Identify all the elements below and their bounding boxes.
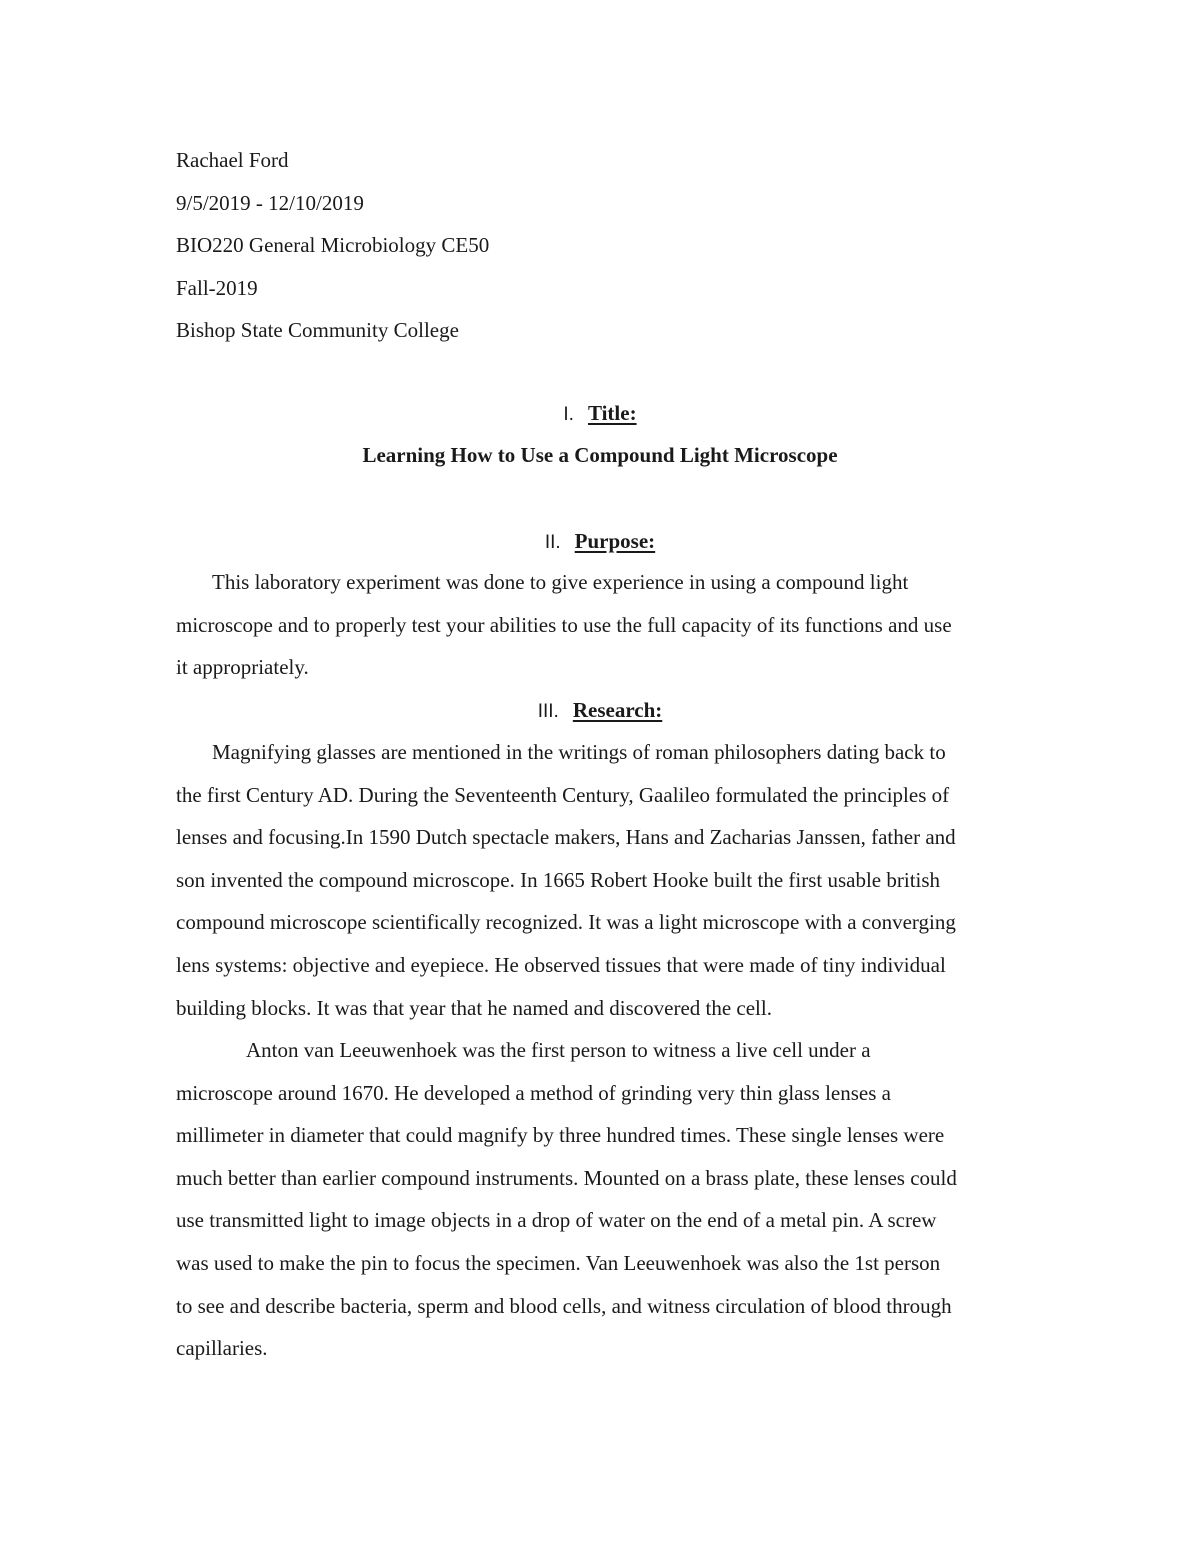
paragraph-line: microscope and to properly test your abilities to use the full capacity of its functions and use [176, 612, 952, 637]
research-paragraph-1 [176, 731, 1056, 1029]
paragraph-line: use transmitted light to image objects in a drop of water on the end of a metal pin. A screw [176, 1208, 937, 1233]
section-label: Research: [572, 698, 663, 722]
paragraph-line: This laboratory experiment was done to give experience in using a compound light [212, 570, 909, 594]
paragraph-line: much better than earlier compound instruments. Mounted on a brass plate, these lenses could [176, 1165, 957, 1190]
date-range: 9/5/2019 - 12/10/2019 [176, 190, 364, 215]
paragraph-line: Magnifying glasses are mentioned in the writings of roman philosophers dating back to [212, 740, 946, 764]
section-numeral: II. [544, 532, 561, 553]
section-label: Title: [587, 401, 637, 425]
section-numeral: III. [537, 701, 559, 722]
paragraph-line: lens systems: objective and eyepiece. He observed tissues that were made of tiny individual [176, 952, 946, 977]
paragraph-line: the first Century AD. During the Seventeenth Century, Gaalileo formulated the principles of [176, 782, 950, 807]
paragraph-line: capillaries. [176, 1336, 268, 1361]
document-title: Learning How to Use a Compound Light Microscope [362, 443, 838, 467]
paragraph-line: compound microscope scientifically recognized. It was a light microscope with a converging [176, 910, 956, 935]
course-name: BIO220 General Microbiology CE50 [176, 233, 490, 257]
author-name: Rachael Ford [176, 148, 289, 172]
purpose-paragraph [176, 561, 1056, 689]
paragraph-line: it appropriately. [176, 655, 309, 680]
section-heading-purpose [0, 526, 1200, 558]
paragraph-line: Anton van Leeuwenhoek was the first person to witness a live cell under a [246, 1038, 871, 1062]
paragraph-line: was used to make the pin to focus the specimen. Van Leeuwenhoek was also the 1st person [176, 1250, 941, 1275]
section-heading-research [0, 695, 1200, 727]
paragraph-line: to see and describe bacteria, sperm and blood cells, and witness circulation of blood through [176, 1293, 952, 1318]
section-numeral: I. [563, 404, 574, 425]
document-header [176, 139, 976, 352]
paragraph-line: millimeter in diameter that could magnify by three hundred times. These single lenses were [176, 1123, 945, 1148]
paragraph-line: microscope around 1670. He developed a method of grinding very thin glass lenses a [176, 1080, 891, 1105]
school-name: Bishop State Community College [176, 318, 459, 342]
research-paragraph-2 [176, 1029, 1056, 1370]
term: Fall-2019 [176, 275, 258, 300]
paragraph-line: building blocks. It was that year that he named and discovered the cell. [176, 995, 772, 1020]
paragraph-line: son invented the compound microscope. In 1665 Robert Hooke built the first usable british [176, 867, 941, 892]
paragraph-line: lenses and focusing.In 1590 Dutch spectacle makers, Hans and Zacharias Janssen, father and [176, 825, 956, 850]
section-label: Purpose: [574, 529, 656, 553]
section-heading-title [0, 398, 1200, 430]
